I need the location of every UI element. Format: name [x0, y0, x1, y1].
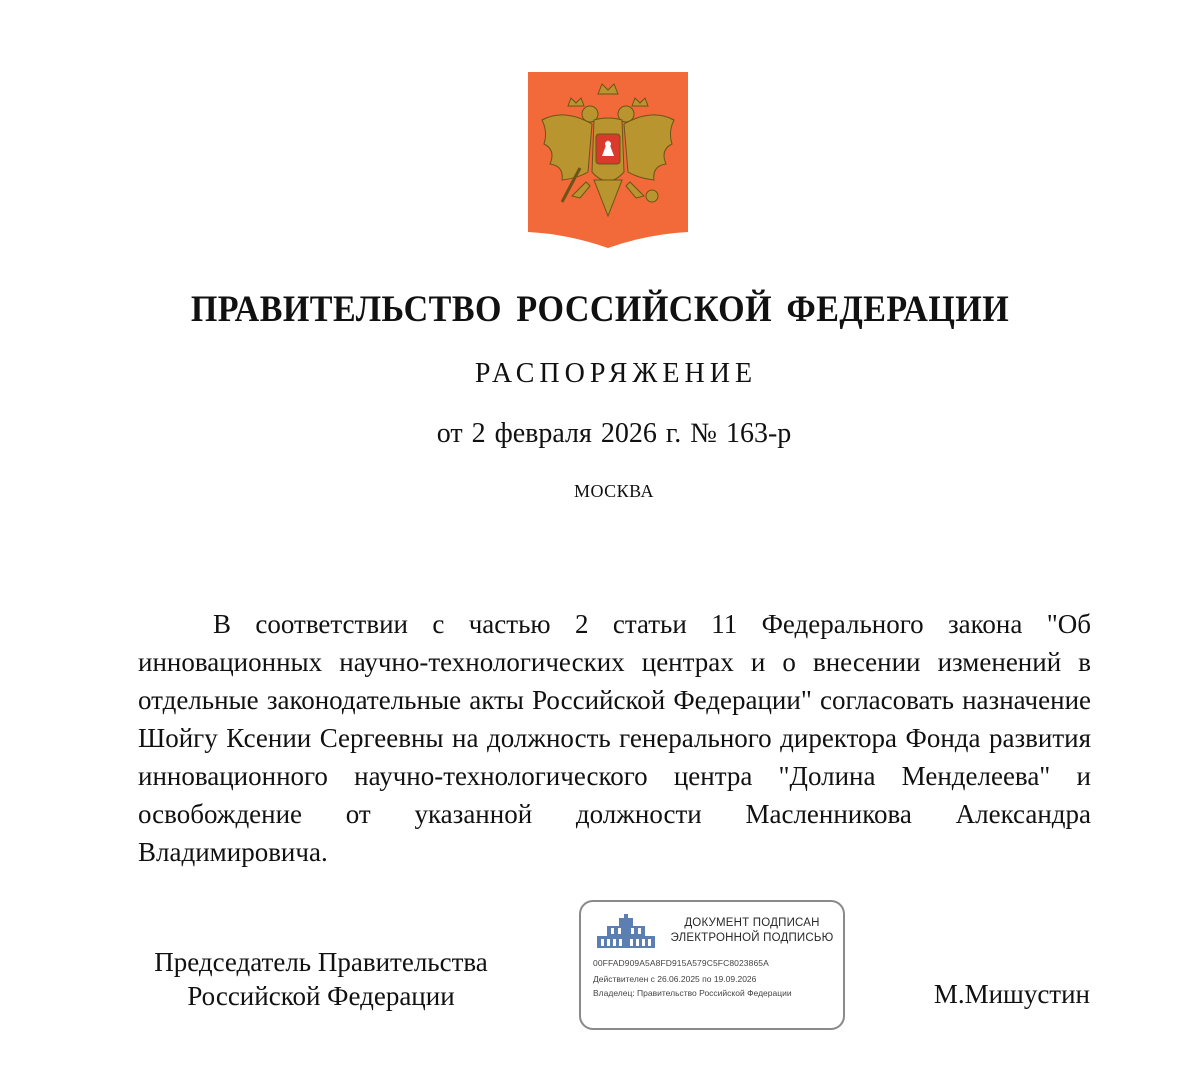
signatory-position — [138, 945, 504, 1013]
organization-title: ПРАВИТЕЛЬСТВО РОССИЙСКОЙ ФЕДЕРАЦИИ — [190, 289, 1010, 330]
stamp-title-line2: ЭЛЕКТРОННОЙ ПОДПИСЬЮ — [670, 932, 834, 944]
document-type: РАСПОРЯЖЕНИЕ — [474, 358, 758, 389]
coat-of-arms-icon — [528, 72, 688, 248]
document-body: В соответствии с частью 2 статьи 11 Федерального закона "Об инновационных научно-технологических центрах и о внесении изменений в отдельные законодательные акты Российской Федерации" согласовать назначение Шойгу Ксении Сергеевны на должность генерального директора Фонда развития инновационного научно-технологического центра "Долина Менделеева" и освобождение от указанной должности Масленникова Александра Владимировича. — [138, 609, 1091, 867]
government-building-icon — [593, 914, 659, 950]
document-date-number: от 2 февраля 2026 г. № 163-р — [436, 418, 792, 449]
stamp-validity: Действителен с 26.06.2025 по 19.09.2026 — [593, 974, 757, 984]
electronic-signature-stamp — [579, 900, 845, 1030]
stamp-owner: Владелец: Правительство Российской Федерации — [593, 988, 792, 998]
stamp-title-line1: ДОКУМЕНТ ПОДПИСАН — [684, 917, 820, 929]
stamp-title — [667, 916, 837, 946]
signatory-position-line1: Председатель Правительства — [154, 947, 488, 977]
signatory-name: М.Мишустин — [933, 979, 1090, 1009]
signatory-position-line2: Российской Федерации — [187, 981, 455, 1011]
stamp-certificate: 00FFAD909A5A8FD915A579C5FC8023865A — [593, 958, 769, 968]
document-city: МОСКВА — [573, 481, 655, 501]
